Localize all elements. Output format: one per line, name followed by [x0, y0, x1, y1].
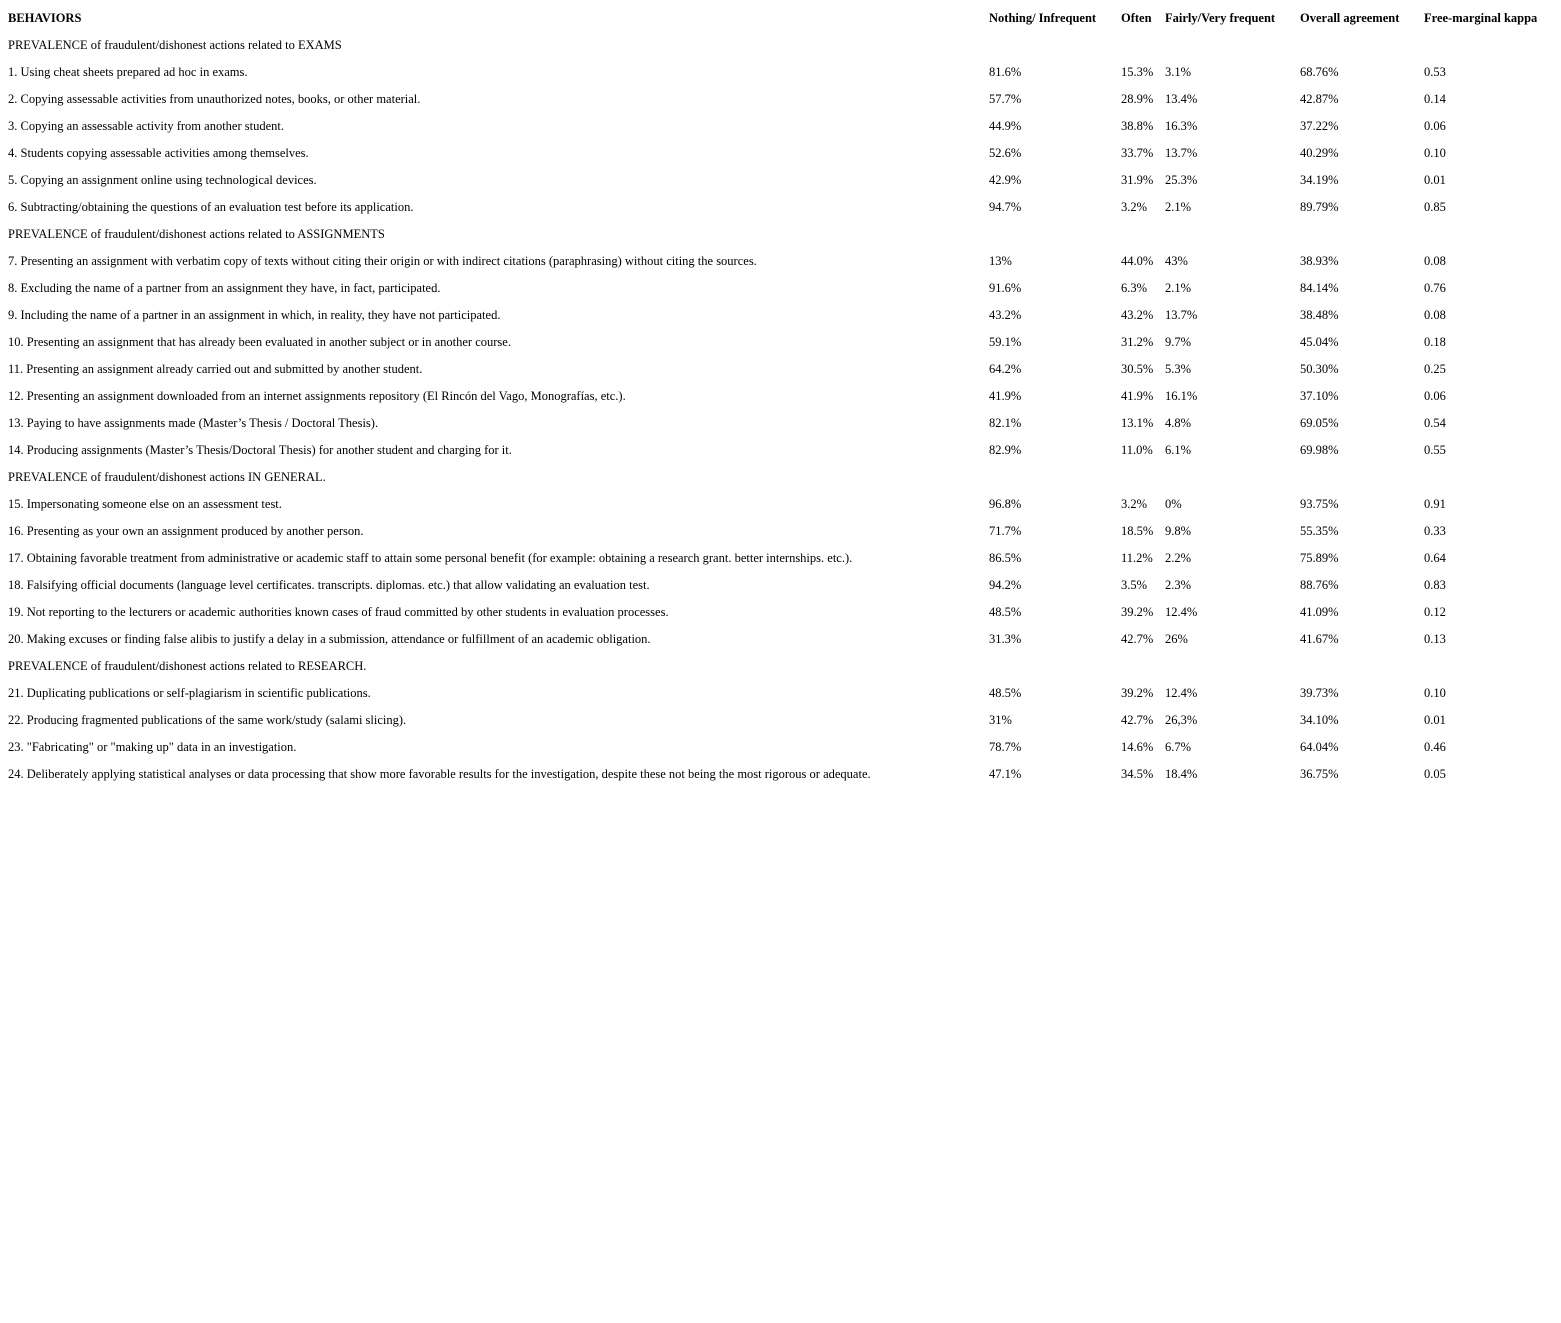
- nothing-infrequent-cell: 42.9%: [989, 173, 1022, 187]
- header-row: [8, 5, 1554, 32]
- behavior-cell: 13. Paying to have assignments made (Master’s Thesis / Doctoral Thesis).: [8, 416, 379, 430]
- often-cell: 31.2%: [1121, 335, 1154, 349]
- nothing-infrequent-cell: 91.6%: [989, 281, 1022, 295]
- kappa-cell: 0.18: [1424, 335, 1446, 349]
- often-cell: 43.2%: [1121, 308, 1154, 322]
- behavior-cell: 4. Students copying assessable activities among themselves.: [8, 146, 309, 160]
- behavior-cell: 8. Excluding the name of a partner from an assignment they have, in fact, participated.: [8, 281, 441, 295]
- behavior-cell: 7. Presenting an assignment with verbatim copy of texts without citing their origin or with indirect citations (paraphrasing) without citing the sources.: [8, 254, 757, 268]
- overall-agreement-cell: 50.30%: [1300, 362, 1339, 376]
- often-cell: 33.7%: [1121, 146, 1154, 160]
- nothing-infrequent-cell: 31%: [989, 713, 1012, 727]
- kappa-cell: 0.12: [1424, 605, 1446, 619]
- often-cell: 42.7%: [1121, 713, 1154, 727]
- overall-agreement-cell: 69.05%: [1300, 416, 1339, 430]
- kappa-cell: 0.13: [1424, 632, 1446, 646]
- fairly-very-frequent-cell: 26%: [1165, 632, 1188, 646]
- behavior-cell: 6. Subtracting/obtaining the questions of an evaluation test before its application.: [8, 200, 414, 214]
- fairly-very-frequent-cell: 0%: [1165, 497, 1182, 511]
- fairly-very-frequent-cell: 43%: [1165, 254, 1188, 268]
- table-row: [8, 383, 1554, 410]
- fairly-very-frequent-cell: 6.7%: [1165, 740, 1192, 754]
- header-free-marginal-kappa: Free-marginal kappa: [1424, 11, 1538, 25]
- nothing-infrequent-cell: 57.7%: [989, 92, 1022, 106]
- often-cell: 39.2%: [1121, 605, 1154, 619]
- often-cell: 3.2%: [1121, 497, 1148, 511]
- kappa-cell: 0.91: [1424, 497, 1446, 511]
- often-cell: 11.2%: [1121, 551, 1153, 565]
- table-row: [8, 545, 1554, 572]
- table-row: [8, 572, 1554, 599]
- behavior-cell: 16. Presenting as your own an assignment produced by another person.: [8, 524, 364, 538]
- often-cell: 41.9%: [1121, 389, 1154, 403]
- overall-agreement-cell: 37.10%: [1300, 389, 1339, 403]
- overall-agreement-cell: 88.76%: [1300, 578, 1339, 592]
- behavior-cell: 1. Using cheat sheets prepared ad hoc in exams.: [8, 65, 248, 79]
- table-row: [8, 707, 1554, 734]
- table-row: [8, 437, 1554, 464]
- often-cell: 3.5%: [1121, 578, 1148, 592]
- kappa-cell: 0.06: [1424, 389, 1446, 403]
- nothing-infrequent-cell: 82.9%: [989, 443, 1022, 457]
- fairly-very-frequent-cell: 5.3%: [1165, 362, 1192, 376]
- overall-agreement-cell: 34.10%: [1300, 713, 1339, 727]
- fairly-very-frequent-cell: 9.7%: [1165, 335, 1192, 349]
- often-cell: 42.7%: [1121, 632, 1154, 646]
- nothing-infrequent-cell: 48.5%: [989, 686, 1022, 700]
- section-header-row: [8, 32, 1554, 59]
- behavior-cell: 20. Making excuses or finding false alibis to justify a delay in a submission, attendance or fulfillment of an academic obligation.: [8, 632, 651, 646]
- often-cell: 13.1%: [1121, 416, 1154, 430]
- kappa-cell: 0.05: [1424, 767, 1446, 781]
- behavior-cell: 18. Falsifying official documents (language level certificates. transcripts. diplomas. etc.) that allow validating an evaluation test.: [8, 578, 650, 592]
- section-header-row: [8, 221, 1554, 248]
- nothing-infrequent-cell: 96.8%: [989, 497, 1022, 511]
- often-cell: 3.2%: [1121, 200, 1148, 214]
- fairly-very-frequent-cell: 2.1%: [1165, 281, 1192, 295]
- table-row: [8, 248, 1554, 275]
- section-title: PREVALENCE of fraudulent/dishonest actions related to EXAMS: [8, 38, 342, 52]
- overall-agreement-cell: 68.76%: [1300, 65, 1339, 79]
- often-cell: 6.3%: [1121, 281, 1148, 295]
- behavior-cell: 22. Producing fragmented publications of the same work/study (salami slicing).: [8, 713, 407, 727]
- table-row: [8, 626, 1554, 653]
- table-row: [8, 167, 1554, 194]
- behavior-cell: 15. Impersonating someone else on an assessment test.: [8, 497, 282, 511]
- kappa-cell: 0.85: [1424, 200, 1446, 214]
- fairly-very-frequent-cell: 16.3%: [1165, 119, 1198, 133]
- behavior-cell: 10. Presenting an assignment that has already been evaluated in another subject or in another course.: [8, 335, 511, 349]
- behavior-cell: 3. Copying an assessable activity from another student.: [8, 119, 284, 133]
- kappa-cell: 0.53: [1424, 65, 1446, 79]
- nothing-infrequent-cell: 82.1%: [989, 416, 1022, 430]
- nothing-infrequent-cell: 86.5%: [989, 551, 1022, 565]
- behaviors-table: [4, 5, 1558, 788]
- overall-agreement-cell: 39.73%: [1300, 686, 1339, 700]
- often-cell: 39.2%: [1121, 686, 1154, 700]
- table-row: [8, 140, 1554, 167]
- overall-agreement-cell: 38.48%: [1300, 308, 1339, 322]
- table-row: [8, 761, 1554, 788]
- table-row: [8, 356, 1554, 383]
- nothing-infrequent-cell: 94.2%: [989, 578, 1022, 592]
- section-header-row: [8, 464, 1554, 491]
- overall-agreement-cell: 36.75%: [1300, 767, 1339, 781]
- kappa-cell: 0.08: [1424, 254, 1446, 268]
- fairly-very-frequent-cell: 12.4%: [1165, 686, 1198, 700]
- behavior-cell: 19. Not reporting to the lecturers or academic authorities known cases of fraud committed by other students in evaluation processes.: [8, 605, 669, 619]
- section-title: PREVALENCE of fraudulent/dishonest actions IN GENERAL.: [8, 470, 326, 484]
- kappa-cell: 0.08: [1424, 308, 1446, 322]
- often-cell: 15.3%: [1121, 65, 1154, 79]
- fairly-very-frequent-cell: 13.4%: [1165, 92, 1198, 106]
- table-row: [8, 491, 1554, 518]
- kappa-cell: 0.54: [1424, 416, 1446, 430]
- kappa-cell: 0.55: [1424, 443, 1446, 457]
- nothing-infrequent-cell: 13%: [989, 254, 1012, 268]
- table-row: [8, 329, 1554, 356]
- section-title: PREVALENCE of fraudulent/dishonest actions related to ASSIGNMENTS: [8, 227, 385, 241]
- table-row: [8, 734, 1554, 761]
- nothing-infrequent-cell: 48.5%: [989, 605, 1022, 619]
- table-row: [8, 302, 1554, 329]
- overall-agreement-cell: 45.04%: [1300, 335, 1339, 349]
- header-often: Often: [1121, 11, 1152, 25]
- section-title: PREVALENCE of fraudulent/dishonest actions related to RESEARCH.: [8, 659, 367, 673]
- fairly-very-frequent-cell: 12.4%: [1165, 605, 1198, 619]
- often-cell: 31.9%: [1121, 173, 1154, 187]
- behavior-cell: 23. "Fabricating" or "making up" data in an investigation.: [8, 740, 297, 754]
- fairly-very-frequent-cell: 2.3%: [1165, 578, 1192, 592]
- fairly-very-frequent-cell: 16.1%: [1165, 389, 1198, 403]
- fairly-very-frequent-cell: 4.8%: [1165, 416, 1192, 430]
- overall-agreement-cell: 89.79%: [1300, 200, 1339, 214]
- overall-agreement-cell: 84.14%: [1300, 281, 1339, 295]
- overall-agreement-cell: 93.75%: [1300, 497, 1339, 511]
- behavior-cell: 12. Presenting an assignment downloaded from an internet assignments repository (El Rincón del Vago, Monografías, etc.).: [8, 389, 626, 403]
- overall-agreement-cell: 55.35%: [1300, 524, 1339, 538]
- fairly-very-frequent-cell: 25.3%: [1165, 173, 1198, 187]
- fairly-very-frequent-cell: 13.7%: [1165, 146, 1198, 160]
- nothing-infrequent-cell: 78.7%: [989, 740, 1022, 754]
- table-row: [8, 86, 1554, 113]
- nothing-infrequent-cell: 64.2%: [989, 362, 1022, 376]
- kappa-cell: 0.14: [1424, 92, 1446, 106]
- nothing-infrequent-cell: 47.1%: [989, 767, 1022, 781]
- table-row: [8, 410, 1554, 437]
- table-row: [8, 680, 1554, 707]
- often-cell: 11.0%: [1121, 443, 1153, 457]
- kappa-cell: 0.06: [1424, 119, 1446, 133]
- behavior-cell: 24. Deliberately applying statistical analyses or data processing that show more favorable results for the investigation, despite these not being the most rigorous or adequate.: [8, 767, 871, 781]
- behavior-cell: 21. Duplicating publications or self-plagiarism in scientific publications.: [8, 686, 371, 700]
- behavior-cell: 11. Presenting an assignment already carried out and submitted by another student.: [8, 362, 423, 376]
- kappa-cell: 0.46: [1424, 740, 1446, 754]
- fairly-very-frequent-cell: 3.1%: [1165, 65, 1192, 79]
- overall-agreement-cell: 34.19%: [1300, 173, 1339, 187]
- behavior-cell: 2. Copying assessable activities from unauthorized notes, books, or other material.: [8, 92, 421, 106]
- kappa-cell: 0.10: [1424, 146, 1446, 160]
- fairly-very-frequent-cell: 13.7%: [1165, 308, 1198, 322]
- kappa-cell: 0.01: [1424, 713, 1446, 727]
- overall-agreement-cell: 75.89%: [1300, 551, 1339, 565]
- behavior-cell: 5. Copying an assignment online using technological devices.: [8, 173, 317, 187]
- header-nothing-infrequent: Nothing/ Infrequent: [989, 11, 1097, 25]
- nothing-infrequent-cell: 52.6%: [989, 146, 1022, 160]
- kappa-cell: 0.83: [1424, 578, 1446, 592]
- often-cell: 34.5%: [1121, 767, 1154, 781]
- overall-agreement-cell: 69.98%: [1300, 443, 1339, 457]
- header-fairly-very-frequent: Fairly/Very frequent: [1165, 11, 1276, 25]
- overall-agreement-cell: 40.29%: [1300, 146, 1339, 160]
- often-cell: 28.9%: [1121, 92, 1154, 106]
- header-behaviors: BEHAVIORS: [8, 11, 82, 25]
- often-cell: 18.5%: [1121, 524, 1154, 538]
- fairly-very-frequent-cell: 18.4%: [1165, 767, 1198, 781]
- often-cell: 44.0%: [1121, 254, 1154, 268]
- kappa-cell: 0.10: [1424, 686, 1446, 700]
- overall-agreement-cell: 42.87%: [1300, 92, 1339, 106]
- behavior-cell: 9. Including the name of a partner in an assignment in which, in reality, they have not participated.: [8, 308, 501, 322]
- kappa-cell: 0.76: [1424, 281, 1446, 295]
- table-row: [8, 599, 1554, 626]
- table-row: [8, 59, 1554, 86]
- overall-agreement-cell: 64.04%: [1300, 740, 1339, 754]
- table-row: [8, 113, 1554, 140]
- header-overall-agreement: Overall agreement: [1300, 11, 1400, 25]
- kappa-cell: 0.01: [1424, 173, 1446, 187]
- overall-agreement-cell: 41.67%: [1300, 632, 1339, 646]
- table-body: [8, 32, 1554, 788]
- overall-agreement-cell: 38.93%: [1300, 254, 1339, 268]
- kappa-cell: 0.25: [1424, 362, 1446, 376]
- often-cell: 38.8%: [1121, 119, 1154, 133]
- behavior-cell: 17. Obtaining favorable treatment from administrative or academic staff to attain some personal benefit (for example: obtaining a research grant. better internships. etc.).: [8, 551, 853, 565]
- nothing-infrequent-cell: 41.9%: [989, 389, 1022, 403]
- behavior-cell: 14. Producing assignments (Master’s Thesis/Doctoral Thesis) for another student and charging for it.: [8, 443, 512, 457]
- fairly-very-frequent-cell: 6.1%: [1165, 443, 1192, 457]
- fairly-very-frequent-cell: 9.8%: [1165, 524, 1192, 538]
- nothing-infrequent-cell: 59.1%: [989, 335, 1022, 349]
- fairly-very-frequent-cell: 26,3%: [1165, 713, 1198, 727]
- section-header-row: [8, 653, 1554, 680]
- nothing-infrequent-cell: 44.9%: [989, 119, 1022, 133]
- nothing-infrequent-cell: 31.3%: [989, 632, 1022, 646]
- table-row: [8, 275, 1554, 302]
- nothing-infrequent-cell: 94.7%: [989, 200, 1022, 214]
- table-row: [8, 194, 1554, 221]
- fairly-very-frequent-cell: 2.1%: [1165, 200, 1192, 214]
- table-row: [8, 518, 1554, 545]
- nothing-infrequent-cell: 43.2%: [989, 308, 1022, 322]
- nothing-infrequent-cell: 81.6%: [989, 65, 1022, 79]
- kappa-cell: 0.64: [1424, 551, 1446, 565]
- overall-agreement-cell: 41.09%: [1300, 605, 1339, 619]
- nothing-infrequent-cell: 71.7%: [989, 524, 1022, 538]
- often-cell: 30.5%: [1121, 362, 1154, 376]
- kappa-cell: 0.33: [1424, 524, 1446, 538]
- fairly-very-frequent-cell: 2.2%: [1165, 551, 1192, 565]
- often-cell: 14.6%: [1121, 740, 1154, 754]
- overall-agreement-cell: 37.22%: [1300, 119, 1339, 133]
